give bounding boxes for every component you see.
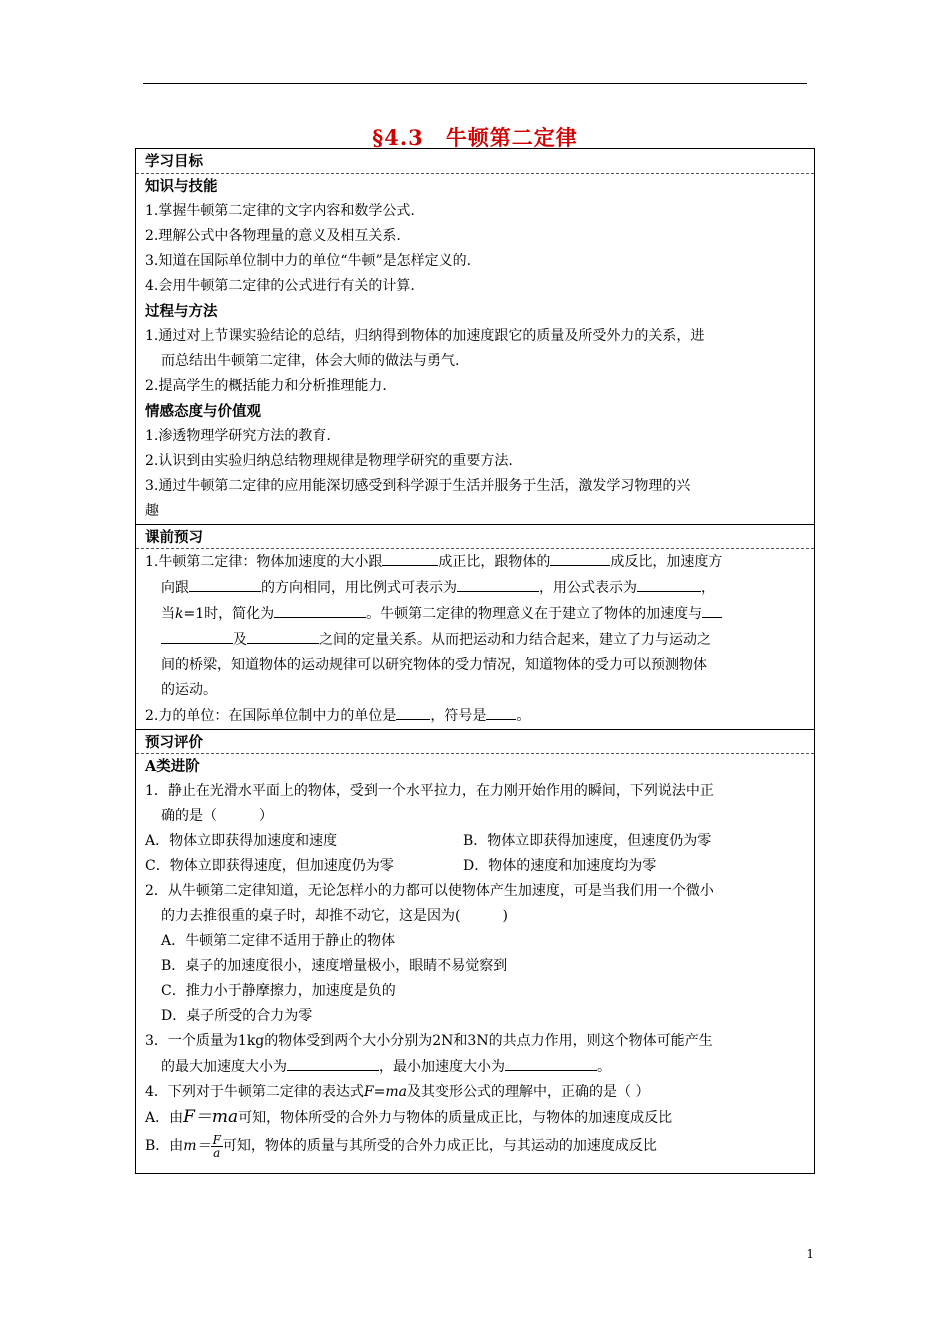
formula: F＝ma [183,1107,239,1127]
answer-blank[interactable] [247,627,319,644]
goal-item: 3.通过牛顿第二定律的应用能深切感受到科学源于生活并服务于生活，激发学习物理的兴 [145,478,691,494]
goal-item: 4.会用牛顿第二定律的公式进行有关的计算. [145,278,415,294]
preview-q2-line: 2.力的单位：在国际单位制中力的单位是 ，符号是 。 [136,703,814,729]
fraction: $\frac{F}{a}$ [212,1132,221,1160]
option-row [136,829,814,854]
goal-item-continued: 而总结出牛顿第二定律，体会大师的做法与勇气. [161,353,460,369]
page-number: 1 [806,1247,814,1261]
goal-item: 2.提高学生的概括能力和分析推理能力. [145,378,387,394]
preview-q1-line: 及 之间的定量关系。从而把运动和力结合起来，建立了力与运动之 [136,627,814,653]
goal-item: 3.知道在国际单位制中力的单位“牛顿”是怎样定义的. [145,253,472,269]
answer-blank[interactable] [486,703,516,720]
answer-blank[interactable] [396,703,430,720]
question-text: 3．一个质量为1kg的物体受到两个大小分别为2N和3N的共点力作用，则这个物体可能产生 [145,1033,713,1049]
subheading-attitude: 情感态度与价值观 [145,403,261,420]
section-header-goals: 学习目标 [136,149,814,174]
goal-item: 1.渗透物理学研究方法的教育. [145,428,331,444]
question-text: 4．下列对于牛顿第二定律的表达式F=ma及其变形公式的理解中，正确的是（ ） [145,1084,650,1100]
header-rule [143,83,807,84]
preview-q1-line: 1.牛顿第二定律：物体加速度的大小跟 成正比，跟物体的 成反比，加速度方 [136,549,814,575]
option-c: C．推力小于静摩擦力，加速度是负的 [161,983,396,999]
option-row [136,854,814,879]
question-text: 1．静止在光滑水平面上的物体，受到一个水平拉力，在力刚开始作用的瞬间，下列说法中正 [145,783,714,799]
goal-item: 1.掌握牛顿第二定律的文字内容和数学公式. [145,203,415,219]
option-d: D．物体的速度和加速度均为零 [463,858,657,874]
option-b: B．由m＝ $\frac{F}{a}$ 可知，物体的质量与其所受的合外力成正比，与其运动的加速度成反比 [145,1132,657,1160]
answer-blank[interactable] [382,549,438,566]
answer-blank[interactable] [287,1054,379,1071]
goal-item: 2.认识到由实验归纳总结物理规律是物理学研究的重要方法. [145,453,513,469]
question-text: 确的是（ ） [161,808,273,824]
preview-q1-line: 的运动。 [161,682,217,698]
subheading-process: 过程与方法 [145,303,218,320]
goal-item: 1.通过对上节课实验结论的总结，归纳得到物体的加速度跟它的质量及所受外力的关系，进 [145,328,705,344]
preview-q1-line: 当k=1时，简化为 。牛顿第二定律的物理意义在于建立了物体的加速度与 [136,601,814,627]
option-a: A．物体立即获得加速度和速度 [145,833,338,849]
section-header-evaluation: 预习评价 [136,729,814,754]
goal-item-continued: 趣 [145,503,159,519]
option-b: B．物体立即获得加速度，但速度仍为零 [463,833,712,849]
option-b: B．桌子的加速度很小，速度增量极小，眼睛不易觉察到 [161,958,508,974]
formula: F=ma [363,1084,407,1100]
worksheet-table [135,148,815,1174]
answer-blank[interactable] [637,575,701,592]
option-a: A．牛顿第二定律不适用于静止的物体 [161,933,396,949]
answer-blank[interactable] [702,601,722,618]
page-title: §4.3 牛顿第二定律 [372,125,578,150]
question-text: 的最大加速度大小为 ，最小加速度大小为 。 [136,1054,814,1080]
subheading-knowledge: 知识与技能 [145,178,218,195]
option-a: A．由F＝ma可知，物体所受的合外力与物体的质量成正比，与物体的加速度成反比 [145,1107,673,1127]
subheading-level: A类进阶 [145,758,200,775]
goal-item: 2.理解公式中各物理量的意义及相互关系. [145,228,401,244]
answer-blank[interactable] [189,575,261,592]
answer-blank[interactable] [457,575,539,592]
answer-blank[interactable] [161,627,233,644]
answer-blank[interactable] [505,1054,597,1071]
question-text: 的力去推很重的桌子时，却推不动它，这是因为( ) [161,908,508,924]
preview-q1-line: 间的桥梁，知道物体的运动规律可以研究物体的受力情况，知道物体的受力可以预测物体 [161,657,707,673]
option-d: D．桌子所受的合力为零 [161,1008,313,1024]
question-text: 2．从牛顿第二定律知道，无论怎样小的力都可以使物体产生加速度，可是当我们用一个微小 [145,883,714,899]
option-c: C．物体立即获得速度，但加速度仍为零 [145,858,394,874]
answer-blank[interactable] [550,549,610,566]
preview-q1-line: 向跟 的方向相同，用比例式可表示为 ，用公式表示为 ， [136,575,814,601]
section-header-preview: 课前预习 [136,524,814,549]
answer-blank[interactable] [274,601,366,618]
formula: m＝ [183,1138,211,1154]
